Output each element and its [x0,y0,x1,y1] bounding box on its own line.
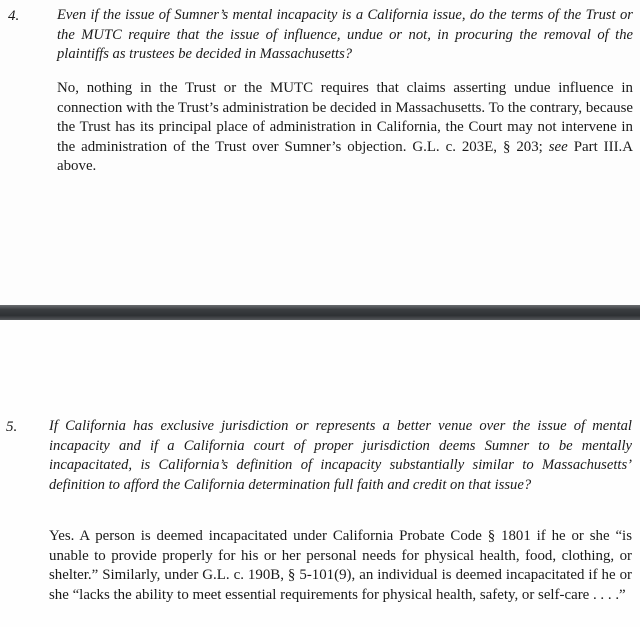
document-page-bottom [0,320,640,627]
section-5-answer: Yes. A person is deemed incapacitated under California Probate Code § 1801 if he or she “is unable to provide properly for his or her personal needs for physical health, food, clothing, or shelter.” Similarly, under G.L. c. 190B, § 5-101(9), an individual is deemed incapacitated if he or she “lacks the ability to meet essential requirements for physical health, safety, or self-care . . . .” [49,528,632,603]
section-5-question: If California has exclusive jurisdiction or represents a better venue over the issue of mental incapacity and if a California court of proper jurisdiction deems Sumner to be mentally incapacitated, is California’s definition of incapacity substantially similar to Massachusetts’ definition to afford the California determination full faith and credit on that issue? [49,418,632,493]
section-5-number: 5. [6,419,18,435]
document-page-top [0,0,640,305]
page-break-divider [0,305,640,320]
section-4-number: 4. [8,8,20,24]
section-4-answer-tail: Part III.A above. [57,138,634,175]
section-4-see-citation: see [548,138,568,155]
section-4-answer-main: No, nothing in the Trust or the MUTC requires that claims asserting undue influence in connection with the Trust’s administration be decided in Massachusetts. To the contrary, because the Trust has its principal place of administration in California, the Court may not intervene in the administration of the Trust over Sumner’s objection. G.L. c. 203E, § 203; [57,80,633,155]
section-4-answer [57,79,633,177]
section-4-question: Even if the issue of Sumner’s mental incapacity is a California issue, do the terms of the Trust or the MUTC require that the issue of influence, undue or not, in procuring the removal of the plaintiffs as trustees be decided in Massachusetts? [57,7,633,63]
